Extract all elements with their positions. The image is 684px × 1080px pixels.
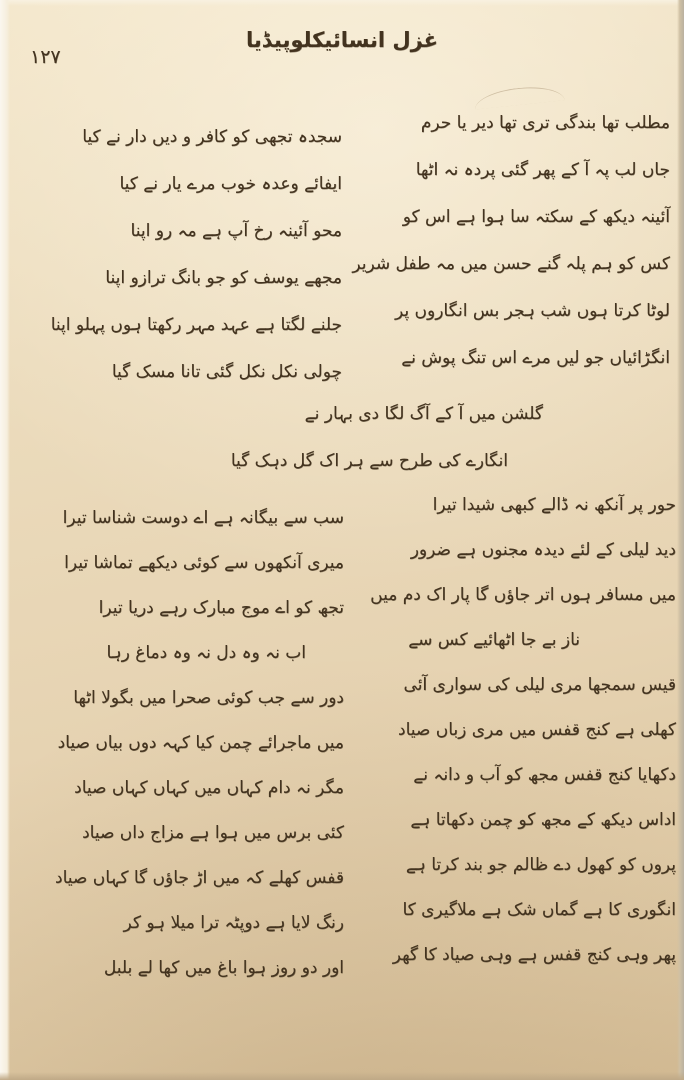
verse-line: ایفائے وعدہ خوب مرے یار نے کیا bbox=[119, 174, 342, 194]
verse-line: رنگ لایا ہے دوپٹہ ترا میلا ہو کر bbox=[123, 913, 344, 933]
verse-line: اور دو روز ہوا باغ میں کھا لے بلبل bbox=[103, 958, 344, 978]
verse-line: میں ماجرائے چمن کیا کہہ دوں بیاں صیاد bbox=[57, 733, 344, 753]
verse-line: تجھ کو اے موج مبارک رہے دریا تیرا bbox=[98, 598, 344, 618]
page-number: ۱۲۷ bbox=[30, 46, 61, 68]
section1-left-column bbox=[18, 114, 342, 396]
verse-line: کس کو ہم پلہ گنے حسن میں مہ طفل شریر bbox=[352, 254, 670, 274]
verse-line: سجدہ تجھی کو کافر و دیں دار نے کیا bbox=[82, 127, 342, 147]
verse-line: چولی نکل نکل گئی تانا مسک گیا bbox=[111, 362, 342, 382]
verse-line: قیس سمجھا مری لیلی کی سواری آئی bbox=[403, 675, 676, 695]
verse-line: لوٹا کرتا ہوں شب ہجر بس انگاروں پر bbox=[394, 301, 670, 321]
verse-line: اب نہ وہ دل نہ وہ دماغ رہا bbox=[106, 643, 306, 663]
verse-line: جلنے لگتا ہے عہد مہر رکھتا ہوں پہلو اپنا bbox=[50, 315, 342, 335]
verse-line: کئی برس میں ہوا ہے مزاج داں صیاد bbox=[82, 823, 344, 843]
verse-line: جاں لب پہ آ کے پھر گئی پردہ نہ اٹھا bbox=[415, 160, 670, 180]
verse-line: انگڑائیاں جو لیں مرے اس تنگ پوش نے bbox=[401, 348, 670, 368]
verse-line: محو آئینہ رخ آپ ہے مہ رو اپنا bbox=[130, 221, 342, 241]
verse-line: دکھایا کنج قفس مجھ کو آب و دانہ نے bbox=[413, 765, 676, 785]
verse-line: پھر وہی کنج قفس ہے وہی صیاد کا گھر bbox=[392, 945, 676, 965]
scan-edge-left bbox=[0, 0, 10, 1080]
verse-line: حور پر آنکھ نہ ڈالے کبھی شیدا تیرا bbox=[432, 495, 676, 515]
verse-line: ناز بے جا اٹھائیے کس سے bbox=[408, 630, 580, 650]
verse-line: پروں کو کھول دے ظالم جو بند کرتا ہے bbox=[405, 855, 676, 875]
verse-line: دید لیلی کے لئے دیدہ مجنوں ہے ضرور bbox=[410, 540, 676, 560]
verse-line: قفس کھلے کہ میں اڑ جاؤں گا کہاں صیاد bbox=[55, 868, 344, 888]
scan-edge-top bbox=[0, 0, 684, 6]
center-couplet-line: گلشن میں آ کے آگ لگا دی بہار نے bbox=[304, 404, 543, 424]
verse-line: دور سے جب کوئی صحرا میں بگولا اٹھا bbox=[73, 688, 344, 708]
verse-line: میری آنکھوں سے کوئی دیکھے تماشا تیرا bbox=[64, 553, 344, 573]
verse-line: میں مسافر ہوں اتر جاؤں گا پار اک دم میں bbox=[370, 585, 676, 605]
verse-line: اداس دیکھ کے مجھ کو چمن دکھاتا ہے bbox=[410, 810, 676, 830]
verse-line: مطلب تھا بندگی تری تھا دیر یا حرم bbox=[420, 113, 670, 133]
scan-edge-right bbox=[677, 0, 684, 1080]
verse-line: مگر نہ دام کہاں میں کہاں کہاں صیاد bbox=[74, 778, 344, 798]
verse-line: مجھے یوسف کو جو بانگ ترازو اپنا bbox=[105, 268, 342, 288]
verse-line: کھلی ہے کنج قفس میں مری زباں صیاد bbox=[398, 720, 676, 740]
section2-left-column bbox=[14, 496, 344, 991]
verse-line: سب سے بیگانہ ہے اے دوست شناسا تیرا bbox=[62, 508, 344, 528]
verse-line: آئینہ دیکھ کے سکتہ سا ہوا ہے اس کو bbox=[402, 207, 670, 227]
section1-right-column bbox=[338, 100, 670, 382]
scan-edge-bottom bbox=[0, 1072, 684, 1080]
page-title: غزل انسائیکلوپیڈیا bbox=[245, 28, 439, 52]
verse-line: انگوری کا ہے گماں شک ہے ملاگیری کا bbox=[402, 900, 676, 920]
center-couplet-line: انگارے کی طرح سے ہر اک گل دہک گیا bbox=[230, 451, 508, 471]
section2-right-column bbox=[338, 483, 676, 978]
